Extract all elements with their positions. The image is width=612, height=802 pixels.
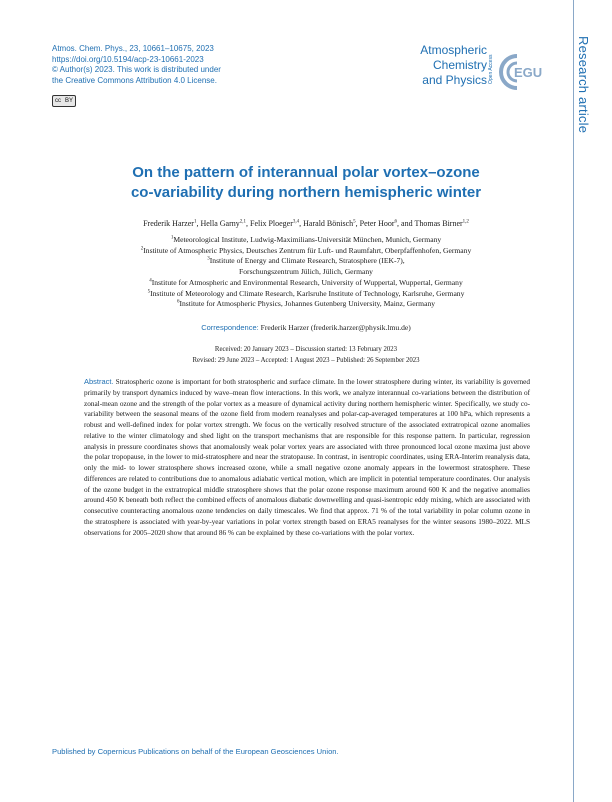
author-affiliation-number: 1 (193, 219, 197, 225)
author-name: Hella Garny (200, 219, 240, 228)
author-separator: , (196, 219, 201, 228)
journal-name-line3: and Physics (422, 73, 487, 87)
author-separator: , (299, 219, 304, 228)
affiliation-text: Institute of Energy and Climate Research, Stratosphere (IEK-7), (209, 256, 405, 266)
affiliation-list (60, 235, 552, 310)
journal-logo (405, 43, 487, 88)
author-name: Frederik Harzer (143, 219, 194, 228)
affiliation-text: Forschungszentrum Jülich, Jülich, Germany (239, 267, 373, 277)
by-icon-label: BY (64, 98, 73, 104)
affiliation-text: Institute for Atmospheric Physics, Johannes Gutenberg University, Mainz, Germany (179, 299, 436, 309)
correspondence-text[interactable]: Frederik Harzer (frederik.harzer@physik.lmu.de) (260, 323, 411, 332)
affiliation-number: 1 (170, 235, 174, 241)
affiliation-item (60, 256, 552, 267)
affiliation-text: Meteorological Institute, Ludwig-Maximilians-Universität München, Munich, Germany (173, 235, 442, 244)
egu-logo (497, 52, 543, 92)
author-separator: , (246, 219, 251, 228)
article-type-label: Research article (576, 36, 591, 134)
open-access-label: Open Access (488, 54, 494, 84)
author-affiliation-number: 5 (353, 219, 356, 225)
author-affiliation-number: 3,4 (292, 219, 300, 225)
author-name: Felix Ploeger (250, 219, 293, 228)
affiliation-number: 3 (207, 256, 210, 262)
dates-line-1: Received: 20 January 2023 – Discussion started: 13 February 2023 (214, 346, 398, 353)
affiliation-item (60, 289, 552, 300)
publisher-footer: Published by Copernicus Publications on behalf of the European Geosciences Union. (52, 747, 339, 756)
dates-line-2: Revised: 29 June 2023 – Accepted: 1 August 2023 – Published: 26 September 2023 (192, 357, 420, 364)
author-affiliation-number: 1,2 (462, 219, 469, 225)
journal-name-line2: Chemistry (432, 58, 487, 72)
affiliation-number: 5 (147, 288, 151, 294)
author-separator: , and (397, 219, 415, 228)
egu-logo-text: EGU (514, 65, 543, 80)
affiliation-number: 6 (176, 299, 180, 305)
affiliation-number: 4 (149, 278, 152, 284)
affiliation-item (60, 299, 552, 310)
doi-link[interactable]: https://doi.org/10.5194/acp-23-10661-2023 (52, 54, 204, 64)
affiliation-item (60, 235, 552, 246)
journal-name-line1: Atmospheric (420, 43, 487, 57)
author-name: Thomas Birner (414, 219, 463, 228)
author-affiliation-number: 6 (394, 219, 398, 225)
affiliation-item (60, 278, 552, 289)
title-line-2: co-variability during northern hemispheric winter (130, 184, 482, 201)
abstract-label: Abstract. (84, 377, 114, 386)
affiliation-text: Institute of Meteorology and Climate Research, Karlsruhe Institute of Technology, Karlsruhe, Germany (150, 288, 465, 298)
citation: Atmos. Chem. Phys., 23, 10661–10675, 2023 (52, 44, 214, 53)
author-separator: , (355, 219, 360, 228)
cc-icon-label: cc (54, 98, 61, 104)
abstract-text: Stratospheric ozone is important for both stratospheric and surface climate. In the lower stratosphere during winter, its variability is governed primarily by transport dynamics induced by wave–mean flow interactions. In this work, we analyze interannual co-variations between the distribution of zonal-mean ozone and the strength of the polar vortex as a measure of dynamical activity during northern hemispheric winter. Specifically, we study co-variability between the seasonal means of the ozone field from modern reanalyses and polar-cap-averaged temperatures at 100 hPa, which represents a robust and well-defined index for polar vortex strength. We focus on the vertically resolved structure of the associated extratropical ozone anomalies relative to the winter climatology and shed light on the transport mechanisms that are responsible for this response pattern. In particular, regression analysis in pressure coordinates shows that anomalously weak polar vortex years are associated with three pronounced local ozone maxima just above the polar tropopause, in the lower to mid-stratosphere and near the stratopause. In contrast, in isentropic coordinates, using ERA-Interim reanalysis data, only the mid- to lower stratosphere shows increased ozone, while a small negative ozone anomaly appears in the lowermost stratosphere. These differences are related to contributions due to anomalous adiabatic vertical motion, which are implicit in potential temperature coordinates. Our analysis of the ozone budget in the extratropical middle stratosphere shows that the polar ozone response maximum around 600 K and the negative anomalies around 450 K beneath both reflect the combined effects of anomalous diabatic downwelling and quasi-isentropic eddy mixing, which are associated with consecutive counteracting anomalous ozone tendencies on daily timescales. We find that approx. 71 % of the total variability in polar column ozone in the stratosphere is associated with year-by-year variations in polar vortex strength based on ERA5 reanalyses for the winter seasons 1980–2022. MLS observations for 2005–2020 show that around 86 % can be explained by these co-variations with the polar vortex. (84, 378, 531, 537)
copyright-line: © Author(s) 2023. This work is distributed under (52, 65, 221, 75)
correspondence (60, 323, 552, 332)
publication-dates (60, 344, 552, 366)
title-line-1: On the pattern of interannual polar vortex–ozone (132, 164, 480, 181)
affiliation-text: Institute for Atmospheric and Environmental Research, University of Wuppertal, Wuppertal, Germany (151, 277, 463, 287)
paper-title (80, 163, 532, 203)
author-list (70, 218, 542, 229)
author-affiliation-number: 2,1 (239, 219, 247, 225)
side-rule (573, 0, 574, 802)
abstract (84, 377, 530, 538)
article-header-meta (52, 44, 221, 86)
affiliation-text: Institute of Atmospheric Physics, Deutsches Zentrum für Luft- und Raumfahrt, Oberpfaffenhofen, Germany (143, 245, 472, 255)
affiliation-item (60, 246, 552, 257)
affiliation-item (60, 267, 552, 278)
affiliation-number: 2 (140, 246, 144, 252)
cc-by-license-icon[interactable] (52, 95, 76, 107)
author-name: Peter Hoor (359, 219, 395, 228)
correspondence-label: Correspondence: (201, 323, 259, 332)
license-link[interactable]: the Creative Commons Attribution 4.0 License. (52, 75, 217, 85)
author-name: Harald Bönisch (303, 219, 354, 228)
